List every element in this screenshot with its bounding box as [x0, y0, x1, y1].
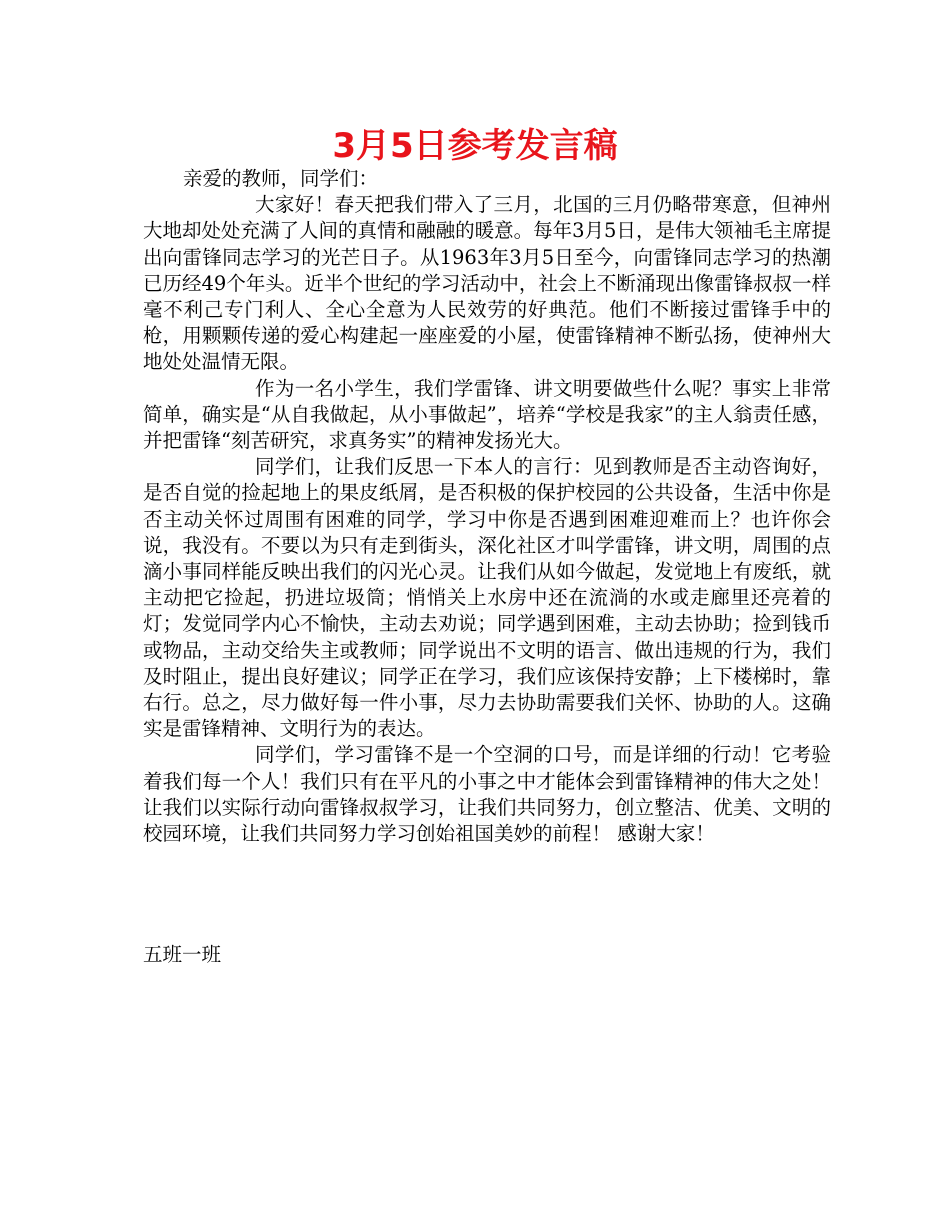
speech-body — [143, 166, 831, 847]
page-title: 3月5日参考发言稿 — [332, 126, 618, 166]
greeting: 亲爱的教师，同学们： — [183, 167, 379, 190]
paragraph-2: 作为一名小学生，我们学雷锋、讲文明要做些什么呢？事实上非常简单，确实是“从自我做起，从小事做起”，培养“学校是我家”的主人翁责任感，并把雷锋“刻苦研究，求真务实”的精神发扬光大。 — [143, 376, 831, 453]
paragraph-1: 大家好！春天把我们带入了三月，北国的三月仍略带寒意，但神州大地却处处充满了人间的真情和融融的暖意。每年3月5日，是伟大领袖毛主席提出向雷锋同志学习的光芒日子。从1963年3月5日至今，向雷锋同志学习的热潮已历经49个年头。近半个世纪的学习活动中，社会上不断涌现出像雷锋叔叔一样毫不利己专门利人、全心全意为人民效劳的好典范。他们不断接过雷锋手中的枪，用颗颗传递的爱心构建起一座座爱的小屋，使雷锋精神不断弘扬，使神州大地处处温情无限。 — [143, 193, 831, 374]
paragraph-3: 同学们，让我们反思一下本人的言行：见到教师是否主动咨询好，是否自觉的捡起地上的果皮纸屑，是否积极的保护校园的公共设备，生活中你是否主动关怀过周围有困难的同学，学习中你是否遇到困难迎难而上？也许你会说，我没有。不要以为只有走到街头，深化社区才叫学雷锋，讲文明，周围的点滴小事同样能反映出我们的闪光心灵。让我们从如今做起，发觉地上有废纸，就主动把它捡起，扔进垃圾筒；悄悄关上水房中还在流淌的水或走廊里还亮着的灯；发觉同学内心不愉快，主动去劝说；同学遇到困难，主动去协助；捡到钱币或物品，主动交给失主或教师；同学说出不文明的语言、做出违规的行为，我们及时阻止，提出良好建议；同学正在学习，我们应该保持安静；上下楼梯时，靠右行。总之，尽力做好每一件小事，尽力去协助需要我们关怀、协助的人。这确实是雷锋精神、文明行为的表达。 — [143, 455, 831, 741]
paragraph-4: 同学们，学习雷锋不是一个空洞的口号，而是详细的行动！它考验着我们每一个人！我们只有在平凡的小事之中才能体会到雷锋精神的伟大之处！让我们以实际行动向雷锋叔叔学习，让我们共同努力，创立整洁、优美、文明的校园环境，让我们共同努力学习创始祖国美妙的前程！ 感谢大家！ — [143, 743, 831, 846]
signature: 五班一班 — [143, 943, 222, 966]
